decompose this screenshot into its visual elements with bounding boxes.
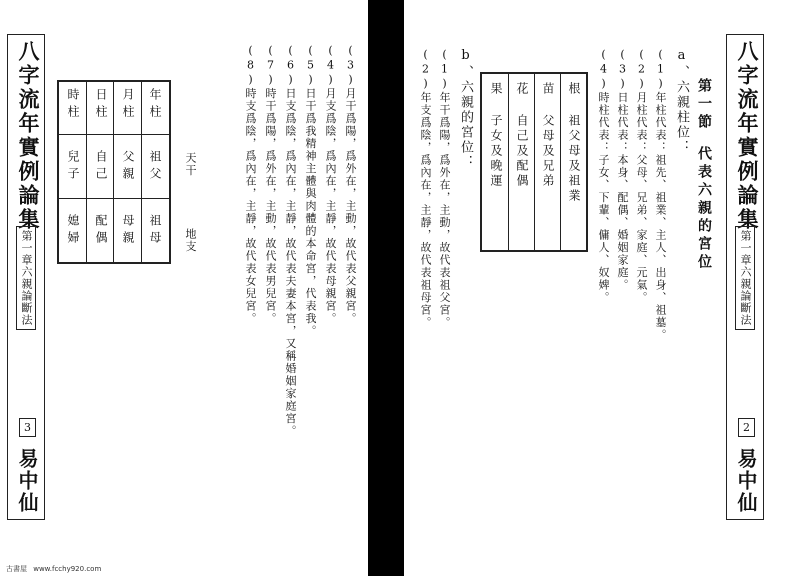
left-page	[0, 0, 368, 576]
book-title: 八字流年實例論集	[735, 40, 760, 232]
tree-meaning: 祖父母及祖業	[567, 114, 581, 204]
table-cell-pillar: 年柱	[148, 88, 162, 122]
text-line: (6)日支爲陰，爲內在，主靜，故代表夫妻本宮，又稱婚姻家庭宮。	[284, 44, 297, 438]
tree-stage: 根	[567, 82, 581, 99]
table-divider	[59, 198, 169, 199]
tree-stage: 花	[515, 82, 529, 99]
section-subtitle: 代表六親的宮位	[696, 146, 712, 272]
site-watermark	[6, 564, 101, 574]
label-tiangan: 天干	[184, 152, 197, 177]
box-divider	[534, 74, 535, 250]
author-name: 易中仙	[15, 448, 39, 514]
table-cell-relative: 兒子	[66, 150, 80, 184]
table-divider	[86, 82, 87, 262]
label-dizhi: 地支	[184, 228, 197, 253]
text-line: (7)時干爲陽，爲外在，主動，故代表男兒宮。	[264, 44, 277, 325]
table-cell-relative: 自己	[94, 150, 108, 184]
table-divider	[59, 134, 169, 135]
pillar-table	[57, 80, 171, 264]
text-line: (4)時柱代表：子女、下輩、傭人、奴婢。	[597, 48, 610, 304]
section-title: 第一節	[696, 78, 712, 132]
text-line: (2)年支爲陰，爲內在，主靜，故代表祖母宮。	[419, 48, 432, 329]
box-divider	[508, 74, 509, 250]
tree-metaphor-box	[480, 72, 588, 252]
table-cell-pillar: 時柱	[66, 88, 80, 122]
subsection-label: a、六親柱位：	[674, 48, 689, 155]
page-number: 2	[738, 418, 755, 437]
table-divider	[141, 82, 142, 262]
tree-meaning: 父母及兄弟	[541, 114, 555, 189]
book-gutter	[368, 0, 404, 576]
table-cell-relative: 父親	[121, 150, 135, 184]
chapter-label: 第一章六親論斷法	[735, 226, 755, 330]
chapter-label: 第一章六親論斷法	[16, 226, 36, 330]
site-url: www.fcchy920.com	[33, 565, 102, 573]
text-line: (3)日柱代表：本身、配偶、婚姻家庭。	[616, 48, 629, 292]
right-page	[404, 0, 793, 576]
box-divider	[560, 74, 561, 250]
table-cell-pillar: 月柱	[121, 88, 135, 122]
text-line: (2)月柱代表：父母、兄弟、家庭、元氣。	[635, 48, 648, 304]
table-divider	[113, 82, 114, 262]
text-line: (3)月干爲陽，爲外在，主動，故代表父親宮。	[344, 44, 357, 325]
table-cell-relative: 祖父	[148, 150, 162, 184]
page-number: 3	[19, 418, 36, 437]
site-label: 古書屋	[6, 565, 27, 573]
table-cell-relative: 祖母	[148, 214, 162, 248]
table-cell-relative: 母親	[121, 214, 135, 248]
table-cell-relative: 媳婦	[66, 214, 80, 248]
tree-meaning: 自己及配偶	[515, 114, 529, 189]
tree-stage: 苗	[541, 82, 555, 99]
tree-meaning: 子女及晚運	[489, 114, 503, 189]
table-cell-pillar: 日柱	[94, 88, 108, 122]
text-line: (5)日干爲我精神主體與肉體的本命宮，代表我。	[304, 44, 317, 338]
book-title: 八字流年實例論集	[16, 40, 41, 232]
text-line: (4)月支爲陰，爲內在，主靜，故代表母親宮。	[324, 44, 337, 325]
tree-stage: 果	[489, 82, 503, 99]
text-line: (1)年柱代表：祖先、祖業、主人、出身、祖墓。	[654, 48, 667, 342]
table-cell-relative: 配偶	[94, 214, 108, 248]
subsection-label: b、六親的宮位：	[458, 48, 473, 170]
text-line: (8)時支爲陰，爲內在，主靜，故代表女兒宮。	[244, 44, 257, 325]
text-line: (1)年干爲陽，爲外在，主動，故代表祖父宮。	[438, 48, 451, 329]
author-name: 易中仙	[734, 448, 758, 514]
